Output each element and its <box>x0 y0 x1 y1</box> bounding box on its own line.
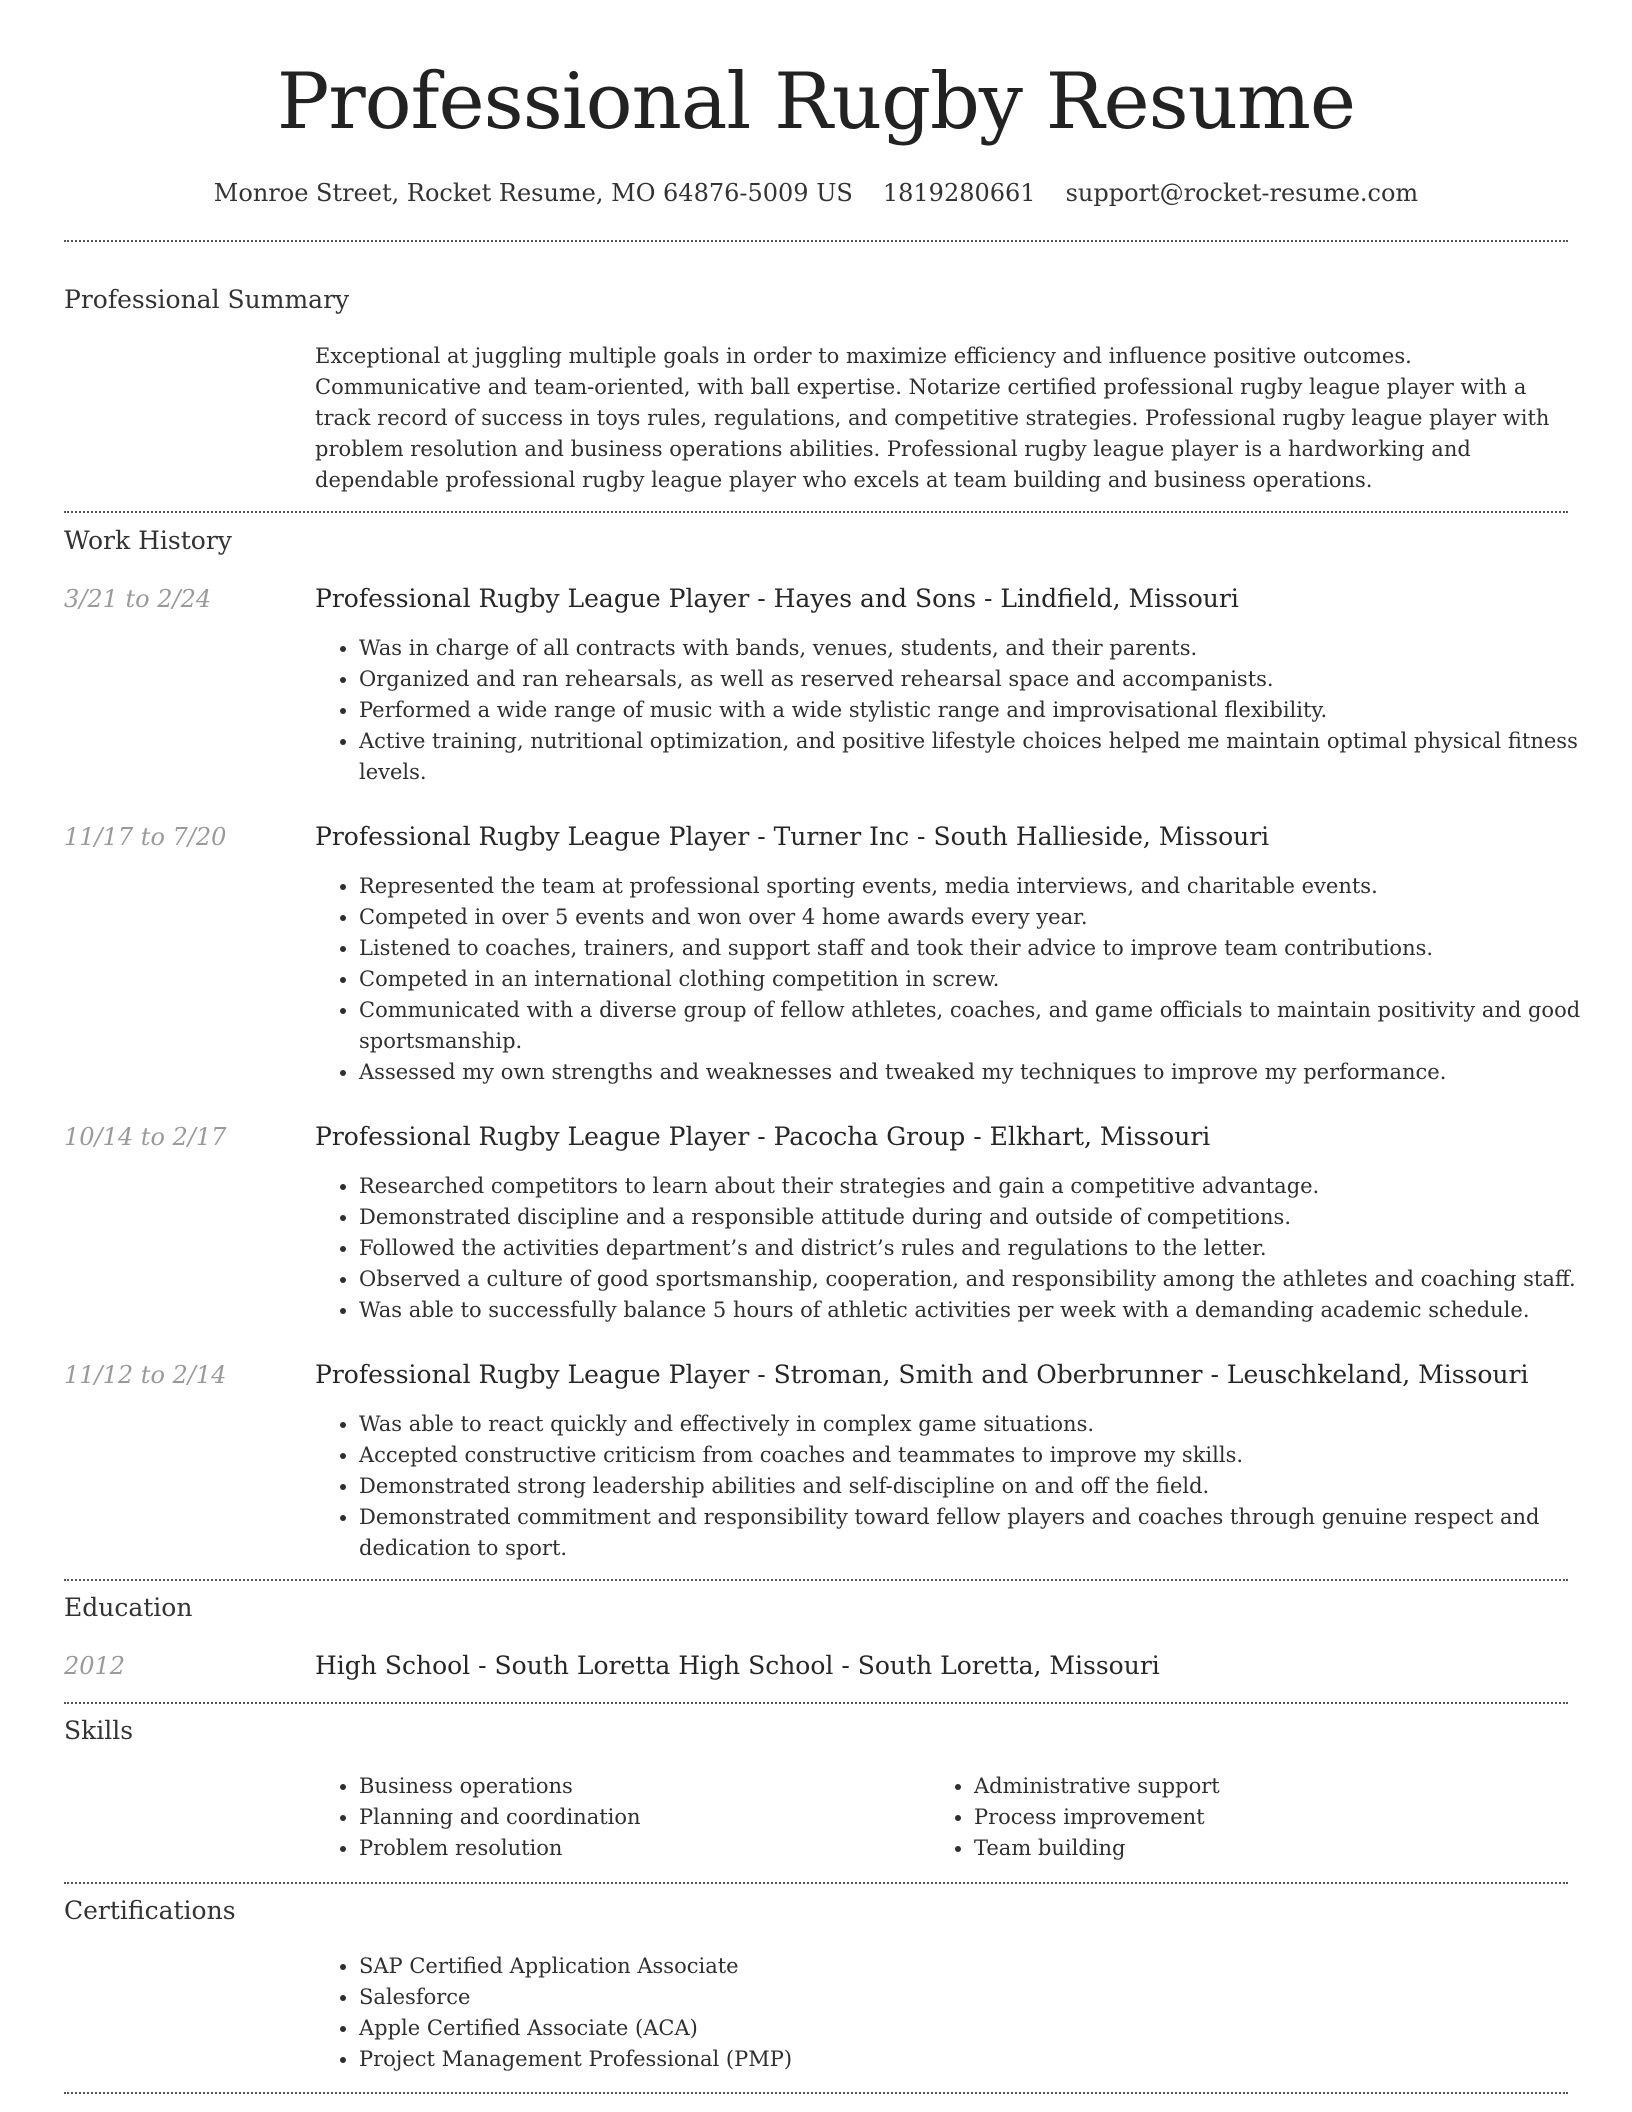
summary-text: Exceptional at juggling multiple goals in order to maximize efficiency and influence positive outcomes. Communicative and team-oriented, with ball expertise. Notarize certified professional rugby league player with a track record of success in toys rules, regulations, and competitive strategies. Professional rugby league player with problem resolution and business operations abilities. Professional rugby league player is a hardworking and dependable professional rugby league player who excels at team building and business operations. <box>315 344 1550 492</box>
certifications-list <box>315 1951 1589 2075</box>
summary-heading: Professional Summary <box>64 285 350 314</box>
list-item: • Represented the team at professional sporting events, media interviews, and charitable events. <box>359 871 1589 902</box>
work-history-heading: Work History <box>64 526 232 555</box>
section-divider <box>64 240 1568 242</box>
list-item: • Observed a culture of good sportsmanship, cooperation, and responsibility among the athletes and coaching staff. <box>359 1264 1589 1295</box>
section-divider <box>64 2092 1568 2094</box>
list-item: • Listened to coaches, trainers, and support staff and took their advice to improve team contributions. <box>359 933 1589 964</box>
list-item: • Active training, nutritional optimization, and positive lifestyle choices helped me maintain optimal physical fitness levels. <box>359 726 1589 788</box>
contact-line <box>64 176 1568 210</box>
job-dates: 3/21 to 2/24 <box>64 585 212 613</box>
list-item: • Business operations <box>359 1771 919 1802</box>
section-divider <box>64 1579 1568 1581</box>
candidate-name: Professional Rugby Resume <box>276 57 1356 147</box>
section-divider <box>64 511 1568 513</box>
list-item: • SAP Certified Application Associate <box>359 1951 1589 1982</box>
contact-address: Monroe Street, Rocket Resume, MO 64876-5009 US <box>213 179 853 207</box>
education-heading: Education <box>64 1593 193 1622</box>
certifications-heading: Certifications <box>64 1896 236 1925</box>
list-item: • Competed in an international clothing competition in screw. <box>359 964 1589 995</box>
list-item: • Assessed my own strengths and weaknesses and tweaked my techniques to improve my performance. <box>359 1057 1589 1088</box>
job-title: Professional Rugby League Player - Stroman, Smith and Oberbrunner - Leuschkeland, Missouri <box>315 1360 1529 1389</box>
contact-email: support@rocket-resume.com <box>1065 179 1419 207</box>
list-item: • Demonstrated strong leadership abilities and self-discipline on and off the field. <box>359 1471 1589 1502</box>
list-item: • Demonstrated discipline and a responsible attitude during and outside of competitions. <box>359 1202 1589 1233</box>
contact-phone: 1819280661 <box>882 179 1036 207</box>
list-item: • Planning and coordination <box>359 1802 919 1833</box>
list-item: • Administrative support <box>974 1771 1534 1802</box>
list-item: • Researched competitors to learn about their strategies and gain a competitive advantage. <box>359 1171 1589 1202</box>
job-dates: 11/12 to 2/14 <box>64 1361 227 1389</box>
job-bullets <box>315 871 1589 1088</box>
list-item: • Performed a wide range of music with a wide stylistic range and improvisational flexibility. <box>359 695 1589 726</box>
resume-header <box>64 48 1568 210</box>
skills-list-left <box>315 1771 919 1864</box>
job-dates: 10/14 to 2/17 <box>64 1123 227 1151</box>
section-divider <box>64 1882 1568 1884</box>
job-dates: 11/17 to 7/20 <box>64 823 227 851</box>
list-item: • Was in charge of all contracts with bands, venues, students, and their parents. <box>359 633 1589 664</box>
education-year: 2012 <box>64 1652 126 1680</box>
job-title: Professional Rugby League Player - Hayes and Sons - Lindfield, Missouri <box>315 584 1239 613</box>
list-item: • Problem resolution <box>359 1833 919 1864</box>
skills-list-right <box>930 1771 1534 1864</box>
education-entry: High School - South Loretta High School - South Loretta, Missouri <box>315 1651 1160 1680</box>
list-item: • Was able to react quickly and effectively in complex game situations. <box>359 1409 1589 1440</box>
list-item: • Was able to successfully balance 5 hours of athletic activities per week with a demanding academic schedule. <box>359 1295 1589 1326</box>
job-bullets <box>315 633 1589 788</box>
list-item: • Apple Certified Associate (ACA) <box>359 2013 1589 2044</box>
job-title: Professional Rugby League Player - Pacocha Group - Elkhart, Missouri <box>315 1122 1211 1151</box>
job-bullets <box>315 1171 1589 1326</box>
list-item: • Process improvement <box>974 1802 1534 1833</box>
section-divider <box>64 1702 1568 1704</box>
list-item: • Demonstrated commitment and responsibility toward fellow players and coaches through genuine respect and dedication to sport. <box>359 1502 1589 1564</box>
list-item: • Followed the activities department’s and district’s rules and regulations to the letter. <box>359 1233 1589 1264</box>
job-bullets <box>315 1409 1589 1564</box>
list-item: • Team building <box>974 1833 1534 1864</box>
list-item: • Accepted constructive criticism from coaches and teammates to improve my skills. <box>359 1440 1589 1471</box>
list-item: • Salesforce <box>359 1982 1589 2013</box>
skills-heading: Skills <box>64 1716 134 1745</box>
list-item: • Communicated with a diverse group of fellow athletes, coaches, and game officials to maintain positivity and good sportsmanship. <box>359 995 1589 1057</box>
list-item: • Project Management Professional (PMP) <box>359 2044 1589 2075</box>
list-item: • Organized and ran rehearsals, as well as reserved rehearsal space and accompanists. <box>359 664 1589 695</box>
job-title: Professional Rugby League Player - Turner Inc - South Hallieside, Missouri <box>315 822 1270 851</box>
list-item: • Competed in over 5 events and won over 4 home awards every year. <box>359 902 1589 933</box>
